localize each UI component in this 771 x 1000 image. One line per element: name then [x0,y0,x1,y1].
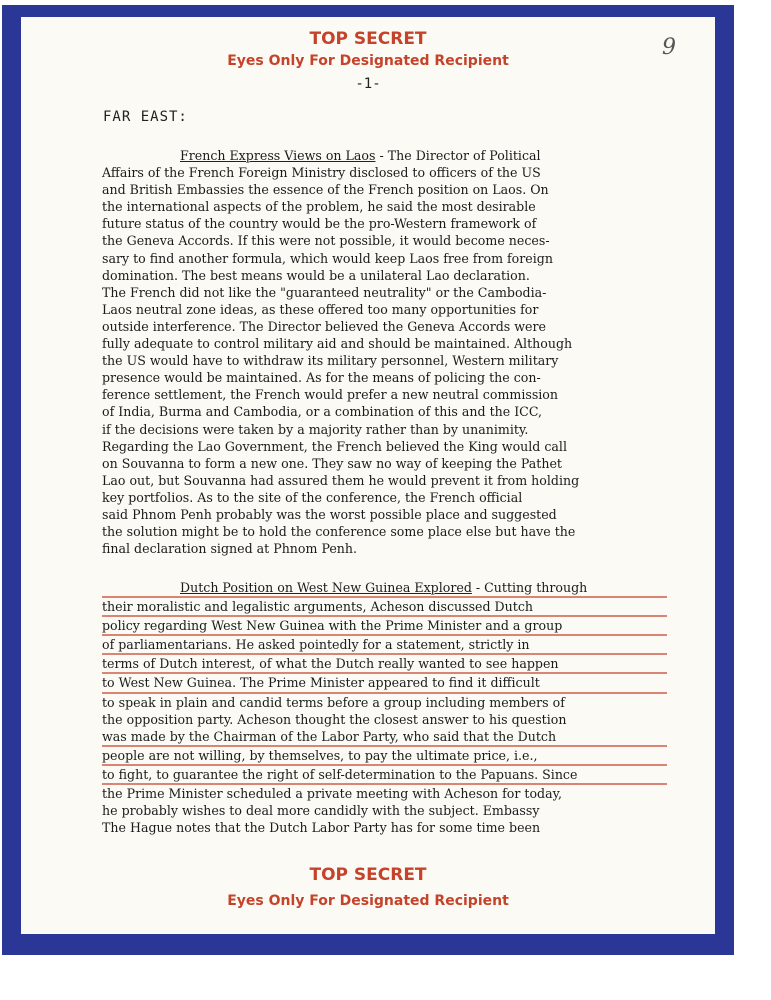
article-title: French Express Views on Laos [180,148,376,163]
eyes-only-footer: Eyes Only For Designated Recipient [227,893,509,909]
text-line: and British Embassies the essence of the French position on Laos. On [102,182,549,198]
text-line: policy regarding West New Guinea with the Prime Minister and a group [102,617,667,636]
text-line: The Hague notes that the Dutch Labor Party has for some time been [102,820,541,836]
text-line: sary to find another formula, which would keep Laos free from foreign [102,250,553,266]
section-heading: FAR EAST: [103,109,188,125]
text-line: of India, Burma and Cambodia, or a combination of this and the ICC, [102,404,543,420]
text-line: if the decisions were taken by a majority rather than by unanimity. [102,421,529,437]
top-secret-header: TOP SECRET [309,29,427,49]
text-line: to fight, to guarantee the right of self-determination to the Papuans. Since [102,766,667,785]
text-line: to West New Guinea. The Prime Minister appeared to find it difficult [102,674,667,693]
text-line: their moralistic and legalistic arguments, Acheson discussed Dutch [102,598,667,617]
text-line: Laos neutral zone ideas, as these offered too many opportunities for [102,301,539,317]
text-line: people are not willing, by themselves, to pay the ultimate price, i.e., [102,747,667,766]
article-west-new-guinea [102,579,667,836]
document-page [21,17,715,934]
text-line: was made by the Chairman of the Labor Party, who said that the Dutch [102,728,667,747]
text-line: said Phnom Penh probably was the worst possible place and suggested [102,506,557,522]
text-line: French Express Views on Laos - The Director of Political [180,148,541,163]
text-line: key portfolios. As to the site of the conference, the French official [102,489,523,505]
handwritten-page-mark: 9 [662,35,676,60]
article-laos [102,147,667,557]
text-line: ference settlement, the French would prefer a new neutral commission [102,387,559,403]
text-line: the opposition party. Acheson thought the closest answer to his question [102,711,567,727]
text-line: terms of Dutch interest, of what the Dutch really wanted to see happen [102,655,667,674]
text-line: Affairs of the French Foreign Ministry disclosed to officers of the US [102,165,541,181]
text-line: he probably wishes to deal more candidly with the subject. Embassy [102,803,540,819]
text-line: on Souvanna to form a new one. They saw no way of keeping the Pathet [102,455,562,471]
text-line: The French did not like the "guaranteed neutrality" or the Cambodia- [102,284,547,300]
text-line: presence would be maintained. As for the means of policing the con- [102,370,541,386]
text-line: the US would have to withdraw its military personnel, Western military [102,353,559,369]
text-line: final declaration signed at Phnom Penh. [102,541,358,557]
text-line: outside interference. The Director believed the Geneva Accords were [102,318,546,334]
top-secret-footer: TOP SECRET [309,865,427,885]
text-line: Regarding the Lao Government, the French believed the King would call [102,438,567,454]
page-number: -1- [355,76,381,92]
text-line: the international aspects of the problem, he said the most desirable [102,199,536,215]
text-line: the Prime Minister scheduled a private meeting with Acheson for today, [102,786,563,802]
text-line: of parliamentarians. He asked pointedly for a statement, strictly in [102,636,667,655]
text-line: to speak in plain and candid terms before a group including members of [102,694,565,710]
eyes-only-header: Eyes Only For Designated Recipient [227,53,509,69]
text-line: domination. The best means would be a unilateral Lao declaration. [102,267,530,283]
article-title: Dutch Position on West New Guinea Explored [180,580,472,595]
text-line: fully adequate to control military aid and should be maintained. Although [102,336,573,352]
text-line: Lao out, but Souvanna had assured them he would prevent it from holding [102,472,580,488]
text-line: the Geneva Accords. If this were not possible, it would become neces- [102,233,550,249]
text-line: future status of the country would be the pro-Western framework of [102,216,537,232]
text-line: Dutch Position on West New Guinea Explored - Cutting through [102,579,667,598]
text-line: the solution might be to hold the conference some place else but have the [102,524,576,540]
